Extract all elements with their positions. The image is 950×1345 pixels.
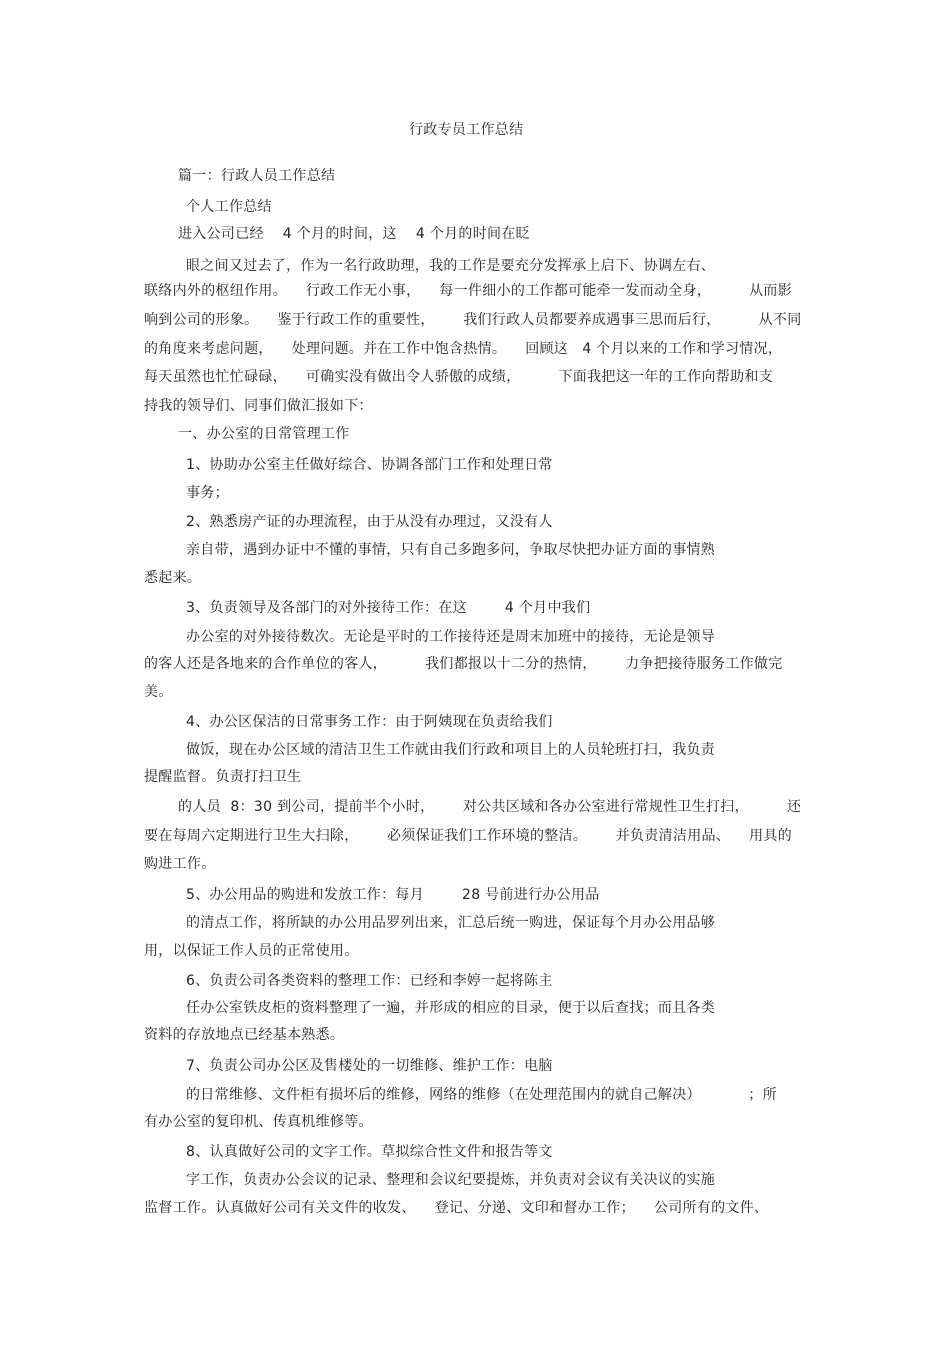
paragraph-line: 进入公司已经 4 个月的时间，这 4 个月的时间在眨 <box>178 226 530 242</box>
paragraph-line: 购进工作。 <box>144 856 216 872</box>
paragraph-line: 字工作，负责办公会议的记录、整理和会议纪要提炼，并负责对会议有关决议的实施 <box>186 1172 716 1188</box>
paragraph-line: 的人员 8：30 到公司，提前半个小时， 对公共区域和各办公室进行常规性卫生打扫， 还 <box>178 799 802 815</box>
paragraph-line: 1、协助办公室主任做好综合、协调各部门工作和处理日常 <box>186 457 553 473</box>
paragraph-line: 7、负责公司办公区及售楼处的一切维修、维护工作：电脑 <box>186 1058 553 1074</box>
paragraph-line: 做饭，现在办公区域的清洁卫生工作就由我们行政和项目上的人员轮班打扫，我负责 <box>186 742 716 758</box>
paragraph-line: 每天虽然也忙忙碌碌， 可确实没有做出令人骄傲的成绩， 下面我把这一年的工作向帮助和支 <box>144 369 773 385</box>
paragraph-line: 8、认真做好公司的文字工作。草拟综合性文件和报告等文 <box>186 1144 553 1160</box>
document-title: 行政专员工作总结 <box>409 122 524 138</box>
paragraph-line: 个人工作总结 <box>186 199 272 215</box>
paragraph-line: 3、负责领导及各部门的对外接待工作：在这 4 个月中我们 <box>186 600 591 616</box>
paragraph-line: 的角度来考虑问题， 处理问题。并在工作中饱含热情。 回顾这 4 个月以来的工作和学习情况， <box>144 341 783 357</box>
paragraph-line: 资料的存放地点已经基本熟悉。 <box>144 1027 345 1043</box>
paragraph-line: 用，以保证工作人员的正常使用。 <box>144 943 359 959</box>
paragraph-line: 5、办公用品的购进和发放工作：每月 28 号前进行办公用品 <box>186 887 600 903</box>
paragraph-line: 的清点工作，将所缺的办公用品罗列出来，汇总后统一购进，保证每个月办公用品够 <box>186 915 716 931</box>
paragraph-line: 2、熟悉房产证的办理流程，由于从没有办理过，又没有人 <box>186 514 553 530</box>
paragraph-line: 6、负责公司各类资料的整理工作：已经和李婷一起将陈主 <box>186 973 553 989</box>
paragraph-line: 4、办公区保洁的日常事务工作：由于阿姨现在负责给我们 <box>186 714 553 730</box>
paragraph-line: 事务； <box>186 485 229 501</box>
paragraph-line: 悉起来。 <box>144 570 202 586</box>
paragraph-line: 亲自带，遇到办证中不懂的事情，只有自己多跑多问，争取尽快把办证方面的事情熟 <box>186 542 716 558</box>
paragraph-line: 持我的领导们、同事们做汇报如下： <box>144 398 373 414</box>
paragraph-line: 要在每周六定期进行卫生大扫除， 必须保证我们工作环境的整洁。 并负责清洁用品、 用具的 <box>144 828 792 844</box>
paragraph-line: 眼之间又过去了，作为一名行政助理，我的工作是要充分发挥承上启下、协调左右、 <box>186 258 716 274</box>
paragraph-line: 美。 <box>144 684 173 700</box>
paragraph-line: 的客人还是各地来的合作单位的客人， 我们都报以十二分的热情， 力争把接待服务工作做完 <box>144 656 783 672</box>
paragraph-line: 提醒监督。负责打扫卫生 <box>144 769 302 785</box>
paragraph-line: 篇一：行政人员工作总结 <box>178 168 336 184</box>
paragraph-line: 有办公室的复印机、传真机维修等。 <box>144 1114 373 1130</box>
paragraph-line: 监督工作。认真做好公司有关文件的收发、 登记、分递、文印和督办工作； 公司所有的文件、 <box>144 1200 769 1216</box>
paragraph-line: 的日常维修、文件柜有损坏后的维修，网络的维修（在处理范围内的就自己解决） ；所 <box>186 1087 777 1103</box>
paragraph-line: 任办公室铁皮柜的资料整理了一遍，并形成的相应的目录，便于以后查找；而且各类 <box>186 1000 716 1016</box>
paragraph-line: 一、办公室的日常管理工作 <box>178 426 350 442</box>
paragraph-line: 联络内外的枢纽作用。 行政工作无小事， 每一件细小的工作都可能牵一发而动全身， 从而影 <box>144 283 792 299</box>
paragraph-line: 办公室的对外接待数次。无论是平时的工作接待还是周末加班中的接待，无论是领导 <box>186 629 716 645</box>
paragraph-line: 响到公司的形象。 鉴于行政工作的重要性， 我们行政人员都要养成遇事三思而后行， 从不同 <box>144 312 802 328</box>
